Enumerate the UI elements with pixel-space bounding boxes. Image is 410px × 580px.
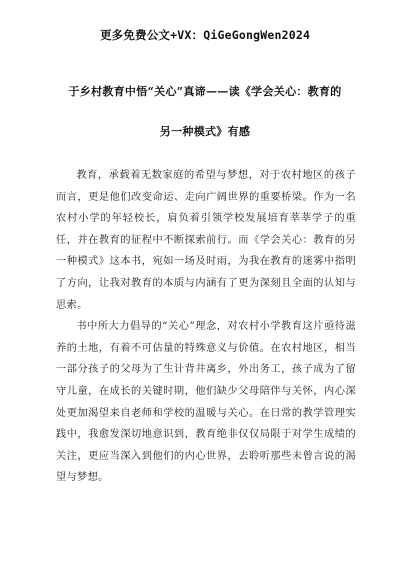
- document-body: [56, 165, 356, 489]
- document-title-line-1: 于乡村教育中悟“关心”真谛——读《学会关心：教育的: [68, 85, 342, 98]
- promo-header: 更多免费公文+VX：QiGeGongWen2024: [99, 28, 311, 42]
- document-title-line-2: 另一种模式》有感: [159, 125, 251, 138]
- body-paragraph: 教育，承载着无数家庭的希望与梦想，对于农村地区的孩子而言，更是他们改变命运、走向广阔世界的重要桥梁。作为一名农村小学的年轻校长，肩负着引领学校发展培育莘莘学子的重任，并在教育的征程中不断探索前行。而《学会关心：教育的另一种模式》这本书，宛如一场及时雨，为我在教育的迷雾中指明了方向，让我对教育的本质与内涵有了更为深刻且全面的认知与思索。: [56, 170, 356, 311]
- body-paragraph: 书中所大力倡导的“关心”理念，对农村小学教育这片亟待滋养的土地，有着不可估量的特殊意义与价值。在农村地区，相当一部分孩子的父母为了生计背井离乡，外出务工，孩子成为了留守儿童，在成长的关键时期，他们缺少父母陪伴与关怀，内心深处更加渴望来自老师和学校的温暖与关心。在日常的教学管理实践中，我愈发深切地意识到，教育绝非仅仅局限于对学生成绩的关注，更应当深入到他们的内心世界，去聆听那些未曾言说的渴望与梦想。: [56, 321, 356, 484]
